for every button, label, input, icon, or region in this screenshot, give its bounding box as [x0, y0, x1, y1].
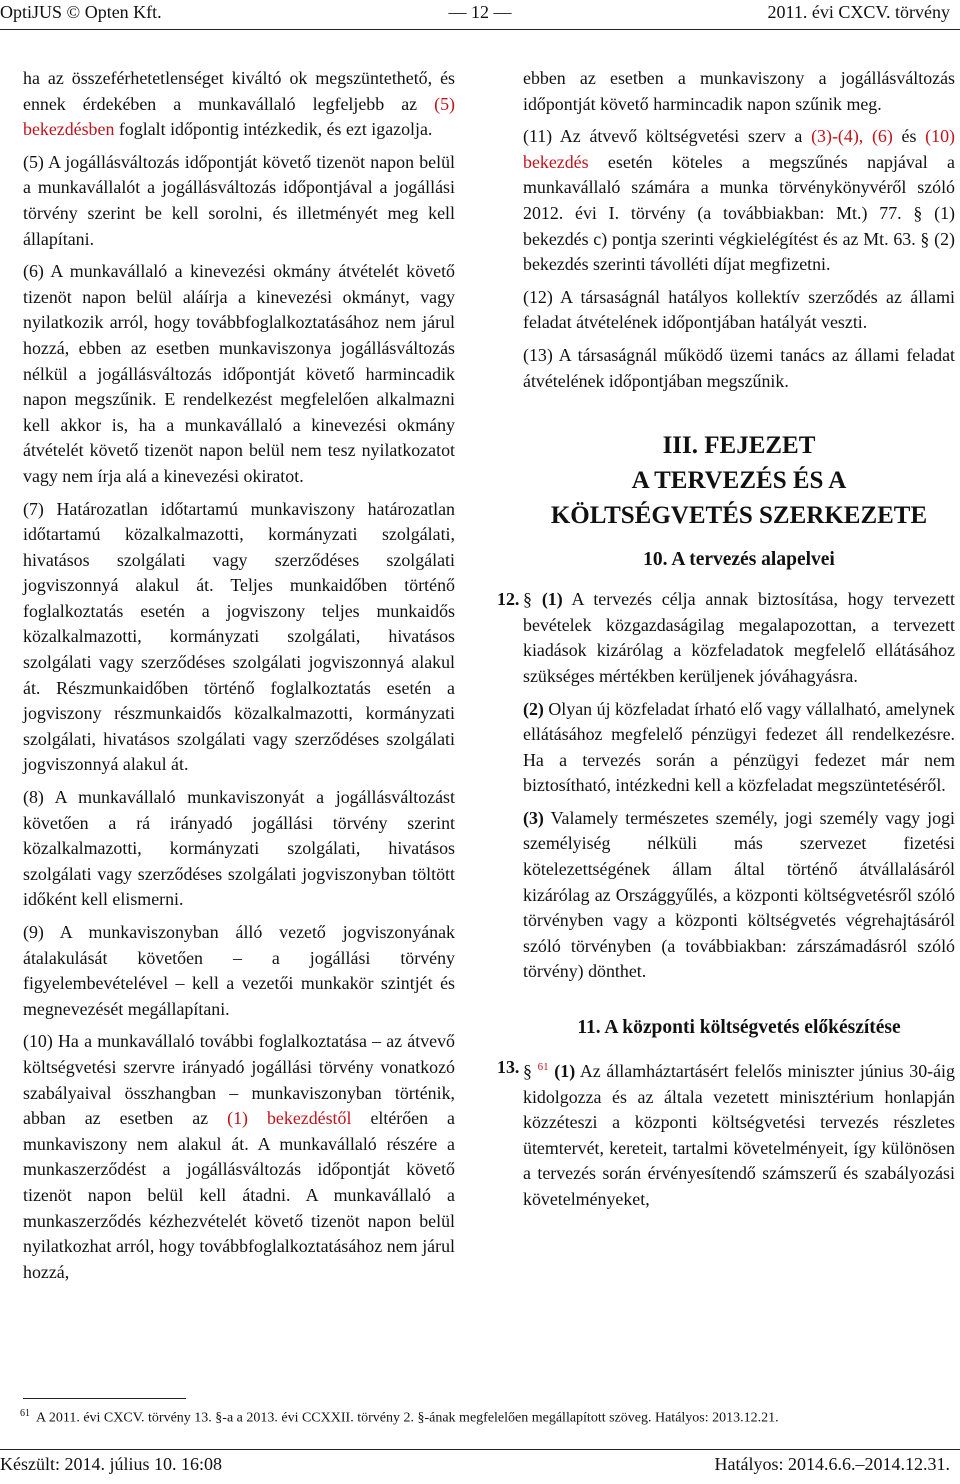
paragraph-number: (12) [523, 286, 553, 307]
section-12-paragraph-1: 12. § (1) A tervezés célja annak biztosítása, hogy tervezett bevételek közgazdaságilag megalapozottan, a tervezett kiadások kizárólag a közfeladatok megfelelő ellátásához szükséges mértékben kerüljenek jóváhagyásra. [497, 589, 955, 686]
paragraph-number: (2) [523, 698, 544, 719]
page-footer [0, 1452, 960, 1482]
paragraph-number: (1) [541, 589, 563, 610]
footer-rule [0, 1449, 960, 1450]
paragraph-11: (11) Az átvevő költségvetési szerv a (3)-(4), (6) és (10) bekezdés esetén köteles a megszűnés napjával a munkavállaló számára a munka törvénykönyvéről szóló 2012. évi I. törvény (a továbbiakban: Mt.) 77. § (1) bekezdés c) pontja szerinti végkielégítést és az Mt. 63. § (2) bekezdés szerinti távolléti díjat megfizetni. [523, 126, 956, 275]
paragraph-9: (9) A munkaviszonyban álló vezető jogviszonyának átalakulását követően – a jogállási törvény figyelembevételével – kell a vezetői munkakör szintjét és megnevezését megállapítani. [23, 922, 455, 1019]
paragraph-12: (12) A társaságnál hatályos kollektív szerződés az állami feladat átvételének időpontjában hatályát veszti. [523, 286, 955, 333]
page-header [0, 2, 960, 28]
paragraph-13: (13) A társaságnál működő üzemi tanács az állami feladat átvételének időpontjában megszűnik. [523, 344, 955, 391]
paragraph-7: (7) Határozatlan időtartamú munkaviszony határozatlan időtartamú közalkalmazotti, kormányzati szolgálati, hivatásos szolgálati vagy szerződéses szolgálati jogviszonnyá alakul át. Teljes munkaidőben történő foglalkoztatás esetén a jogviszony teljes munkaidős közalkalmazotti, kormányzati szolgálati, hivatásos szolgálati vagy szerződéses szolgálati jogviszonnyá alakul át. Részmunkaidőben történő foglalkoztatás esetén a jogviszony részmunkaidős közalkalmazotti, kormányzati szolgálati, hivatásos szolgálati vagy szerződéses szolgálati jogviszonnyá alakul át. [23, 498, 455, 775]
section-12-paragraph-2: (2) Olyan új közfeladat írható elő vagy vállalható, amelynek ellátásához megfelelő pénzügyi fedezet áll rendelkezésre. Ha a tervezés során a pénzügyi fedezet már nem biztosítható, intézkedni kell a közfeladat megszüntetéséről. [523, 698, 955, 796]
reference-link[interactable]: (1) bekezdéstől [227, 1108, 352, 1129]
section-13-paragraph-1: 13. § $^{61}$ (1) Az államháztartásért felelős miniszter június 30-áig kidolgozza és az általa vezetett minisztérium honlapján közzéteszi a központi költségvetési tervezés részletes ütemtervét, kereteit, tartalmi követelményeit, így különösen a tervezés során érvényesítendő számszerű és szabályozási követelményeket, [497, 1057, 955, 1209]
reference-link[interactable]: (3)-(4), (6) [811, 126, 893, 147]
paragraph-number: (13) [523, 344, 553, 365]
footnote-reference-link[interactable]: 61 [537, 1061, 549, 1074]
section-number: 12. [497, 589, 520, 610]
footnote-mark: 61 [20, 1408, 30, 1419]
paragraph-number: (6) [23, 261, 44, 282]
header-page-number: — 12 — [448, 2, 512, 22]
paragraph-number: (8) [23, 787, 44, 808]
paragraph-8: (8) A munkavállaló munkaviszonyát a jogállásváltozást követően a rá irányadó jogállási törvény szerint közalkalmazotti, kormányzati szolgálati, hivatásos szolgálati vagy szerződéses szolgálati jogviszonyban töltött időként kell elismerni. [23, 787, 455, 910]
subheading-11: 11. A központi költségvetés előkészítése [577, 1017, 901, 1039]
paragraph-number: (1) [554, 1061, 576, 1081]
footer-validity: Hatályos: 2014.6.6.–2014.12.31. [714, 1454, 950, 1474]
paragraph-number: (9) [23, 922, 44, 942]
section-12-paragraph-3: (3) Valamely természetes személy, jogi személy vagy jogi személyiség nélküli más szervezet fizetési kötelezettségének állam által történő átvállalásáról kizárólag az Országgyűlés, a központi költségvetésről szóló törvényben vagy a központi költségvetés végrehajtásáról szóló törvényben (a továbbiakban: zárszámadásról szóló törvény) dönthet. [523, 807, 955, 982]
subheading-10: 10. A tervezés alapelvei [643, 549, 835, 571]
left-column [23, 66, 455, 1292]
footnote-text: A 2011. évi CXCV. törvény 13. §-a a 2013. évi CCXXII. törvény 2. §-ának megfelelően megállapított szöveg. Hatályos: 2013.12.21. [36, 1410, 779, 1426]
header-law-title: 2011. évi CXCV. törvény [767, 2, 950, 22]
footnote-rule [23, 1398, 186, 1399]
section-sign: § [523, 589, 532, 610]
paragraph-number: (11) [523, 126, 553, 147]
paragraph-continuation: ebben az esetben a munkaviszony a jogállásváltozás időpontját követő harmincadik napon szűnik meg. [523, 68, 955, 114]
reference-link[interactable]: (10) bekezdés [523, 126, 955, 172]
footnote [20, 1404, 955, 1429]
section-sign: § [523, 1061, 532, 1081]
paragraph-5: (5) A jogállásváltozás időpontját követő tizenöt napon belül a munkavállalót a jogállásváltozás időpontjával a jogállási törvény szerint be kell sorolni, és illetményét meg kell állapítani. [23, 151, 455, 249]
paragraph-number: (3) [523, 807, 544, 828]
reference-link[interactable]: (5) bekezdésben [23, 93, 455, 140]
paragraph-10: (10) Ha a munkavállaló további foglalkoztatása – az átvevő költségvetési szervre irányadó jogállási törvény vonatkozó szabályaival összhangban – munkaviszonyban történik, abban az esetben az (1) bekezdéstől eltérően a munkaviszony nem alakul át. A munkavállaló részére a munkaszerződést a jogállásváltozás időpontját követő tizenöt napon belül kell átadni. A munkavállaló a munkaszerződés kézhezvételét követő tizenöt napon belül nyilatkozhat arról, hogy továbbfoglalkoztatásához nem járul hozzá, [23, 1031, 455, 1282]
header-rule [0, 29, 960, 30]
chapter-title: III. FEJEZET A TERVEZÉS ÉS A KÖLTSÉGVETÉS SZERKEZETE [550, 432, 928, 530]
section-number: 13. [497, 1057, 520, 1078]
footer-created: Készült: 2014. július 10. 16:08 [0, 1454, 222, 1474]
paragraph-number: (5) [23, 151, 44, 172]
header-publisher: OptiJUS © Opten Kft. [0, 2, 162, 22]
paragraph-6: (6) A munkavállaló a kinevezési okmány átvételét követő tizenöt napon belül aláírja a kinevezési okmányt, vagy nyilatkozik arról, hogy továbbfoglalkoztatásához nem járul hozzá, ebben az esetben munkaviszonya jogállásváltozás nélkül a jogállásváltozás időpontját követő harmincadik napon megszűnik. E rendelkezést megfelelően alkalmazni kell akkor is, ha a munkavállaló a kinevezési okmány átvételét követő tizenöt napon belül nem tesz nyilatkozatot vagy nem írja alá a kinevezési okiratot. [23, 261, 455, 486]
paragraph-number: (7) [23, 498, 44, 519]
paragraph-number: (10) [23, 1031, 53, 1052]
right-column [497, 66, 956, 1220]
paragraph-continuation: ha az összeférhetetlenséget kiváltó ok megszüntethető, és ennek érdekében a munkavállaló legfeljebb az (5) bekezdésben foglalt időpontig intézkedik, és ezt igazolja. [23, 68, 455, 140]
